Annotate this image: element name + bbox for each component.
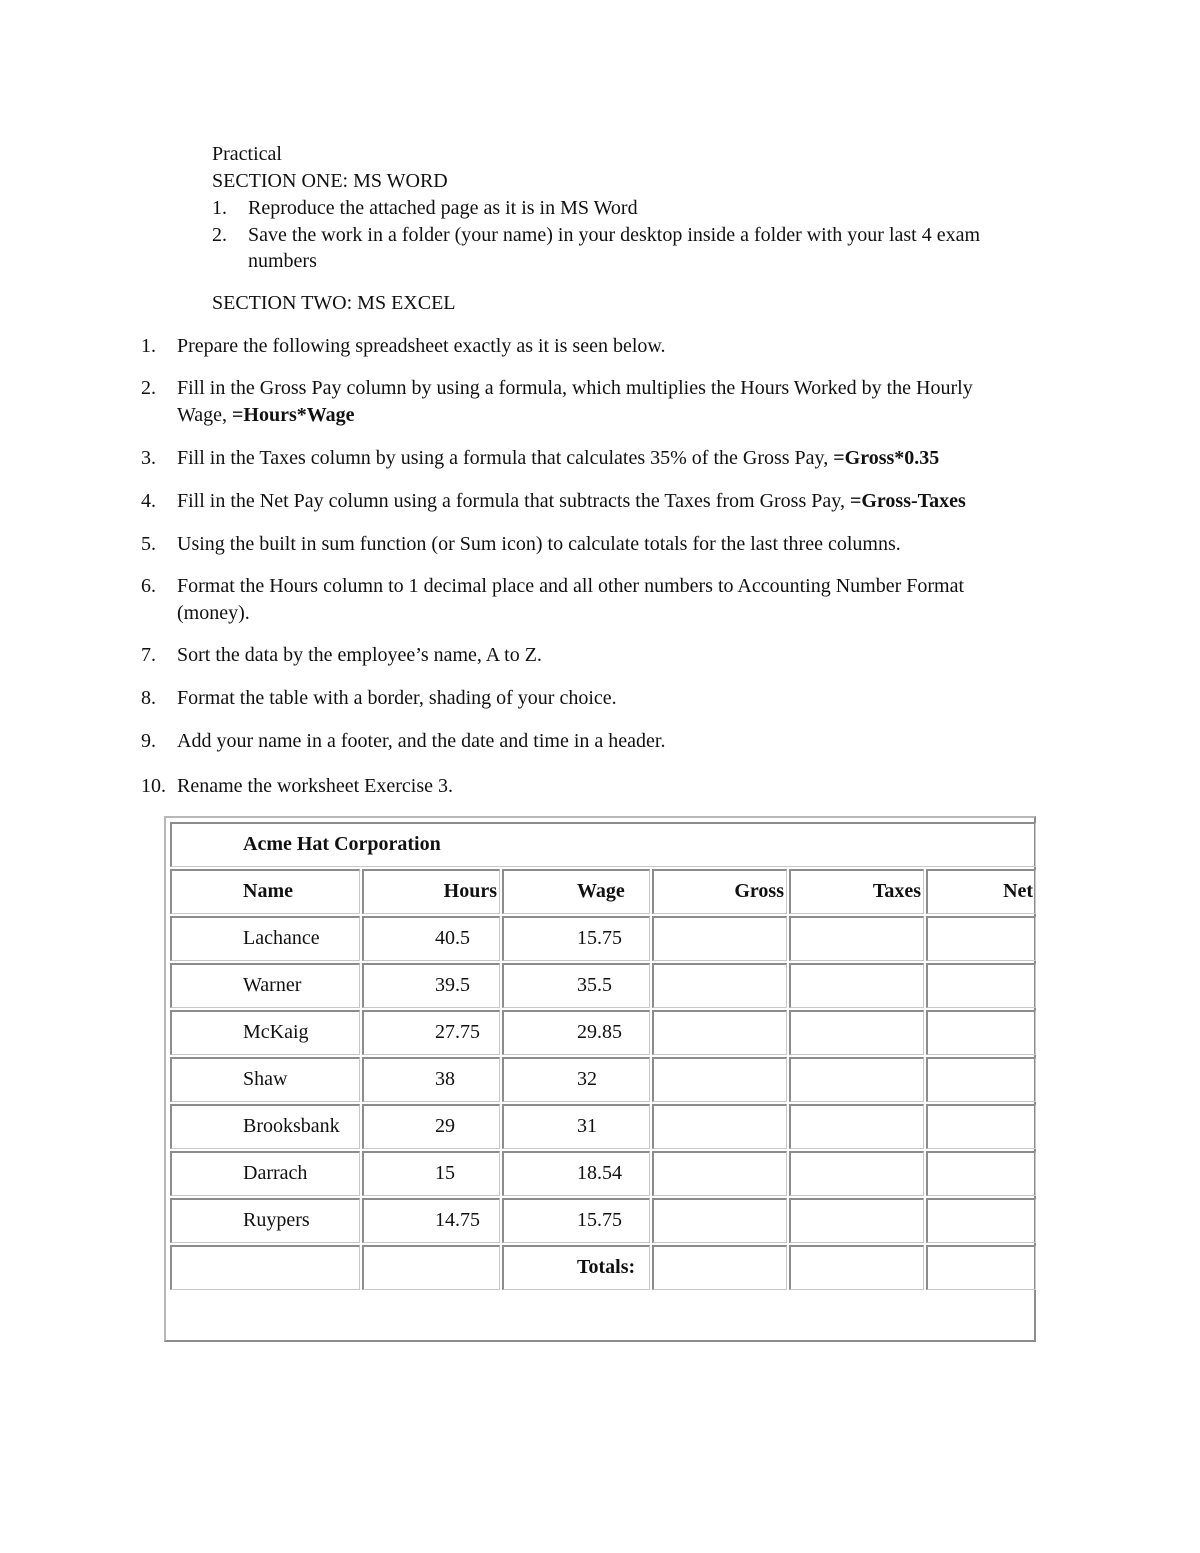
hours-cell bbox=[362, 1198, 500, 1243]
wage-cell bbox=[502, 916, 650, 961]
cell-value: Ruypers bbox=[243, 1209, 310, 1231]
totals-label: Totals: bbox=[577, 1256, 636, 1278]
hours-cell bbox=[362, 1010, 500, 1055]
spreadsheet-table-frame bbox=[164, 816, 1036, 1342]
wage-cell bbox=[502, 1151, 650, 1196]
table-body bbox=[170, 916, 1036, 1243]
list-item-continuation bbox=[177, 402, 1047, 429]
column-header-label: Net bbox=[1003, 880, 1034, 902]
table-row bbox=[170, 1198, 1036, 1243]
column-header-gross bbox=[652, 869, 787, 914]
table-totals-row bbox=[170, 1245, 1036, 1290]
cell-value: 31 bbox=[577, 1115, 597, 1137]
cell-value: 15.75 bbox=[577, 1209, 622, 1231]
taxes-cell bbox=[789, 1198, 924, 1243]
cell-value bbox=[654, 918, 786, 925]
table-cell bbox=[362, 1245, 500, 1290]
cell-value: 32 bbox=[577, 1068, 597, 1090]
cell-value bbox=[928, 965, 1035, 972]
name-cell bbox=[170, 1057, 360, 1102]
list-item-text: Using the built in sum function (or Sum icon) to calculate totals for the last three columns. bbox=[177, 533, 901, 555]
name-cell bbox=[170, 916, 360, 961]
column-header-taxes bbox=[789, 869, 924, 914]
column-header-wage bbox=[502, 869, 650, 914]
list-item-text bbox=[177, 488, 1047, 515]
taxes-cell bbox=[789, 1151, 924, 1196]
cell-value bbox=[928, 1106, 1035, 1113]
gross-cell bbox=[652, 1104, 787, 1149]
hours-cell bbox=[362, 1057, 500, 1102]
cell-value: 38 bbox=[435, 1068, 455, 1090]
list-number: 2. bbox=[212, 224, 227, 246]
list-item-text: Add your name in a footer, and the date and time in a header. bbox=[177, 730, 666, 752]
hours-cell bbox=[362, 1104, 500, 1149]
net-cell bbox=[926, 1057, 1036, 1102]
hours-cell bbox=[362, 1151, 500, 1196]
gross-cell bbox=[652, 963, 787, 1008]
cell-value: 27.75 bbox=[435, 1021, 480, 1043]
hours-cell bbox=[362, 916, 500, 961]
list-item-text: Fill in the Net Pay column using a formula that subtracts the Taxes from Gross Pay, bbox=[177, 490, 850, 512]
wage-cell bbox=[502, 1104, 650, 1149]
list-number: 1. bbox=[212, 197, 227, 219]
gross-cell bbox=[652, 1198, 787, 1243]
taxes-total-cell bbox=[789, 1245, 924, 1290]
wage-cell bbox=[502, 1010, 650, 1055]
cell-value bbox=[928, 1012, 1035, 1019]
wage-cell bbox=[502, 1198, 650, 1243]
cell-value: 35.5 bbox=[577, 974, 612, 996]
formula: =Gross-Taxes bbox=[849, 490, 966, 512]
net-cell bbox=[926, 1198, 1036, 1243]
list-item-text bbox=[177, 445, 1047, 472]
table-header-row bbox=[170, 869, 1036, 914]
cell-value: Warner bbox=[243, 974, 302, 996]
gross-cell bbox=[652, 1151, 787, 1196]
name-cell bbox=[170, 1198, 360, 1243]
list-number: 5. bbox=[141, 533, 156, 555]
cell-value: 40.5 bbox=[435, 927, 470, 949]
section-two-heading: SECTION TWO: MS EXCEL bbox=[212, 292, 456, 314]
formula: =Gross*0.35 bbox=[833, 447, 940, 469]
net-cell bbox=[926, 1104, 1036, 1149]
table-row bbox=[170, 963, 1036, 1008]
list-item-text: Rename the worksheet Exercise 3. bbox=[177, 775, 454, 797]
wage-cell bbox=[502, 963, 650, 1008]
cell-value bbox=[928, 1059, 1035, 1066]
cell-value bbox=[791, 965, 923, 972]
formula: =Hours*Wage bbox=[232, 404, 355, 426]
list-number: 2. bbox=[141, 377, 156, 399]
name-cell bbox=[170, 1104, 360, 1149]
cell-value: Darrach bbox=[243, 1162, 308, 1184]
list-item-continuation: numbers bbox=[248, 250, 317, 272]
taxes-cell bbox=[789, 916, 924, 961]
net-cell bbox=[926, 963, 1036, 1008]
list-number: 7. bbox=[141, 644, 156, 666]
cell-value bbox=[928, 1153, 1035, 1160]
taxes-cell bbox=[789, 1104, 924, 1149]
net-cell bbox=[926, 1010, 1036, 1055]
list-item: Reproduce the attached page as it is in MS Word bbox=[248, 197, 638, 219]
column-header-net bbox=[926, 869, 1036, 914]
cell-value bbox=[654, 1106, 786, 1113]
cell-value bbox=[928, 1200, 1035, 1207]
list-item-text: Prepare the following spreadsheet exactly as it is seen below. bbox=[177, 335, 666, 357]
taxes-cell bbox=[789, 1010, 924, 1055]
table-title-cell bbox=[170, 822, 1036, 867]
gross-total-cell bbox=[652, 1245, 787, 1290]
list-item-continuation: (money). bbox=[177, 602, 250, 624]
list-number: 1. bbox=[141, 335, 156, 357]
cell-value bbox=[654, 1153, 786, 1160]
cell-value: McKaig bbox=[243, 1021, 309, 1043]
column-header-label: Name bbox=[243, 880, 293, 902]
cell-value: 15.75 bbox=[577, 927, 622, 949]
cell-value bbox=[654, 1200, 786, 1207]
table-row bbox=[170, 1057, 1036, 1102]
cell-value: 29.85 bbox=[577, 1021, 622, 1043]
taxes-cell bbox=[789, 963, 924, 1008]
table-cell bbox=[170, 1245, 360, 1290]
cell-value: 14.75 bbox=[435, 1209, 480, 1231]
taxes-cell bbox=[789, 1057, 924, 1102]
list-number: 10. bbox=[141, 775, 166, 797]
column-header-label: Gross bbox=[734, 880, 784, 902]
cell-value bbox=[791, 1106, 923, 1113]
cell-value bbox=[654, 965, 786, 972]
list-item-text: Wage, bbox=[177, 404, 233, 426]
gross-cell bbox=[652, 916, 787, 961]
cell-value: Brooksbank bbox=[243, 1115, 340, 1137]
gross-cell bbox=[652, 1057, 787, 1102]
list-number: 3. bbox=[141, 447, 156, 469]
column-header-label: Hours bbox=[443, 880, 497, 902]
cell-value: 15 bbox=[435, 1162, 455, 1184]
list-item-text: Fill in the Gross Pay column by using a formula, which multiplies the Hours Worked by the Hourly bbox=[177, 377, 973, 399]
cell-value: 18.54 bbox=[577, 1162, 622, 1184]
hours-cell bbox=[362, 963, 500, 1008]
cell-value bbox=[654, 1012, 786, 1019]
list-item-text: Fill in the Taxes column by using a formula that calculates 35% of the Gross Pay, bbox=[177, 447, 834, 469]
spreadsheet-table bbox=[168, 820, 1038, 1292]
cell-value: Shaw bbox=[243, 1068, 288, 1090]
list-item-text: Format the table with a border, shading of your choice. bbox=[177, 687, 617, 709]
list-number: 4. bbox=[141, 490, 156, 512]
cell-value bbox=[654, 1059, 786, 1066]
table-title: Acme Hat Corporation bbox=[243, 833, 441, 855]
column-header-label: Wage bbox=[577, 880, 625, 902]
column-header-hours bbox=[362, 869, 500, 914]
name-cell bbox=[170, 963, 360, 1008]
list-number: 8. bbox=[141, 687, 156, 709]
name-cell bbox=[170, 1010, 360, 1055]
table-row bbox=[170, 1151, 1036, 1196]
table-row bbox=[170, 916, 1036, 961]
list-item-text: Format the Hours column to 1 decimal place and all other numbers to Accounting Number Format bbox=[177, 575, 965, 597]
gross-cell bbox=[652, 1010, 787, 1055]
list-number: 9. bbox=[141, 730, 156, 752]
cell-value bbox=[791, 918, 923, 925]
totals-label-cell bbox=[502, 1245, 650, 1290]
cell-value: Lachance bbox=[243, 927, 320, 949]
cell-value: 39.5 bbox=[435, 974, 470, 996]
list-item: Save the work in a folder (your name) in your desktop inside a folder with your last 4 exam bbox=[248, 224, 981, 246]
cell-value bbox=[791, 1012, 923, 1019]
table-row bbox=[170, 1010, 1036, 1055]
cell-value: 29 bbox=[435, 1115, 455, 1137]
cell-value bbox=[791, 1200, 923, 1207]
net-total-cell bbox=[926, 1245, 1036, 1290]
column-header-name bbox=[170, 869, 360, 914]
net-cell bbox=[926, 1151, 1036, 1196]
list-number: 6. bbox=[141, 575, 156, 597]
section-one-heading: SECTION ONE: MS WORD bbox=[212, 170, 448, 192]
table-title-row bbox=[170, 822, 1036, 867]
table-row bbox=[170, 1104, 1036, 1149]
list-item-text: Sort the data by the employee’s name, A to Z. bbox=[177, 644, 542, 666]
cell-value bbox=[791, 1059, 923, 1066]
practical-heading: Practical bbox=[212, 143, 282, 165]
wage-cell bbox=[502, 1057, 650, 1102]
column-header-label: Taxes bbox=[872, 880, 921, 902]
cell-value bbox=[791, 1153, 923, 1160]
net-cell bbox=[926, 916, 1036, 961]
cell-value bbox=[928, 918, 1035, 925]
name-cell bbox=[170, 1151, 360, 1196]
